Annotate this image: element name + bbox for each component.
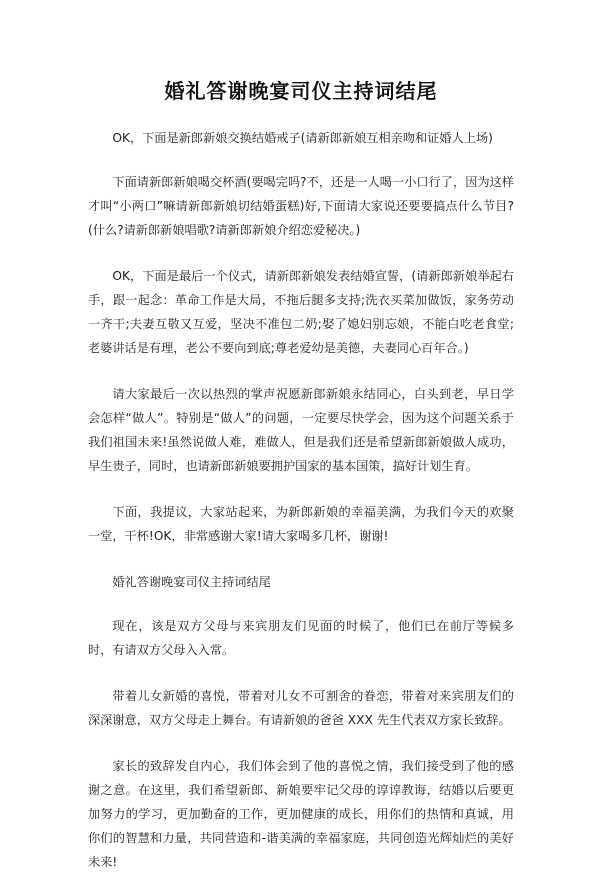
document-title: 婚礼答谢晚宴司仪主持词结尾 — [164, 79, 438, 103]
paragraph-closing-wishes: 家长的致辞发自内心，我们体会到了他的喜悦之情，我们接受到了他的感谢之意。在这里，我们希望新郎、新娘要牢记父母的谆谆教诲，结婚以后要更加努力的学习，更加勤奋的工作，更加健康的成长，用你们的热情和真诚，用你们的智慧和力量，共同营造和-谐美满的幸福家庭，共同创造光辉灿烂的美好未来! — [88, 759, 514, 869]
paragraph-cheers: 下面，我提议，大家站起来，为新郎新娘的幸福美满，为我们今天的欢聚一堂，干杯!OK，非常感谢大家!请大家喝多几杯，谢谢! — [88, 505, 514, 543]
paragraph-blessing: 请大家最后一次以热烈的掌声祝愿新郎新娘永结同心，白头到老，早日学会怎样“做人”。特别是“做人”的问题，一定要尽快学会，因为这个问题关系于我们祖国未来!虽然说做人难，难做人，但是我们还是希望新郎新娘做人成功，早生贵子，同时，也请新郎新娘要拥护国家的基本国策，搞好计划生育。 — [88, 387, 514, 473]
section-subheading: 婚礼答谢晚宴司仪主持词结尾 — [112, 575, 271, 589]
paragraph-parents-speech: 带着儿女新婚的喜悦，带着对儿女不可割舍的眷恋，带着对来宾朋友们的深深谢意，双方父母走上舞台。有请新娘的爸爸 XXX 先生代表双方家长致辞。 — [88, 689, 514, 727]
paragraph-wedding-vow: OK，下面是最后一个仪式，请新郎新娘发表结婚宣誓，(请新郎新娘举起右手，跟一起念：革命工作是大局，不拖后腿多支持;洗衣买菜加做饭，家务劳动一齐干;夫妻互敬又互爱，坚决不准包二奶;娶了媳妇别忘娘，不能白吃老食堂;老婆讲话是有理，老公不要向到底;尊老爱幼是美德，夫妻同心百年合。) — [88, 269, 514, 355]
paragraph-wine-toast: 下面请新郎新娘喝交杯酒(要喝完吗?不，还是一人喝一小口行了，因为这样才叫“小两口”嘛请新郎新娘切结婚蛋糕)好,下面请大家说还要要搞点什么节目?(什么?请新郎新娘唱歌?请新郎新娘介绍恋爱秘决。) — [88, 175, 514, 237]
paragraph-parents-enter: 现在，该是双方父母与来宾朋友们见面的时候了，他们已在前厅等候多时，有请双方父母入入常。 — [88, 619, 514, 657]
paragraph-ring-exchange: OK，下面是新郎新娘交换结婚戒子(请新郎新娘互相亲吻和证婚人上场) — [112, 131, 493, 145]
